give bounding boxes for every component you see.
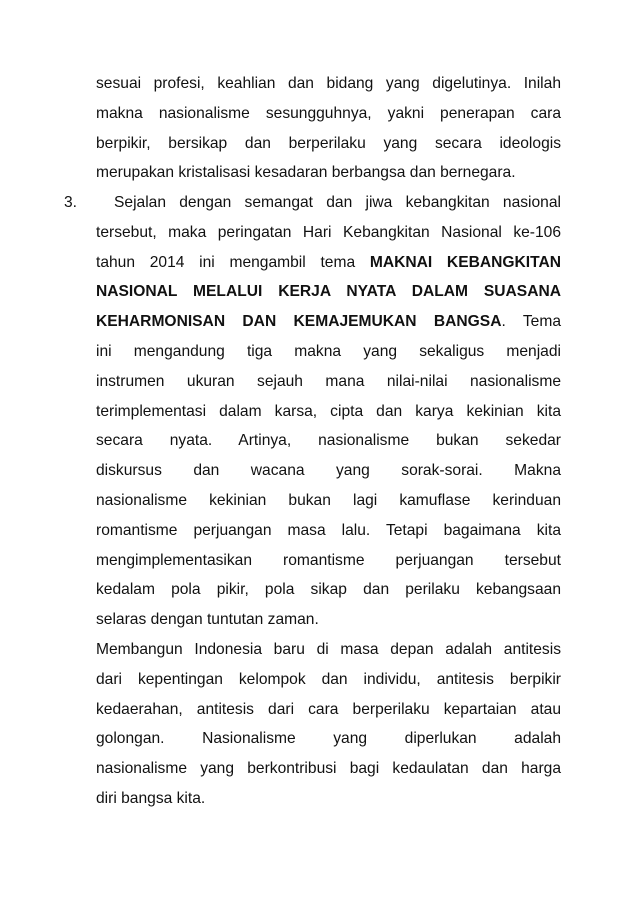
text-line: Membangun Indonesia baru di masa depan adalah antitesis <box>96 641 561 658</box>
text-line: ini mengandung tiga makna yang sekaligus menjadi <box>96 342 561 360</box>
text-line: diri bangsa kita. <box>96 789 206 807</box>
text-line: tersebut, maka peringatan Hari Kebangkitan Nasional ke-106 <box>96 223 561 241</box>
text-line: kedaerahan, antitesis dari cara berperilaku kepartaian atau <box>96 700 561 718</box>
text-line: nasionalisme yang berkontribusi bagi kedaulatan dan harga <box>96 760 561 778</box>
text-line: merupakan kristalisasi kesadaran berbangsa dan bernegara. <box>96 164 516 182</box>
theme-title-part: NASIONAL MELALUI KERJA NYATA DALAM SUASANA <box>96 283 561 301</box>
text-line: Sejalan dengan semangat dan jiwa kebangkitan nasional <box>114 194 561 211</box>
text-line: selaras dengan tuntutan zaman. <box>96 611 319 629</box>
text-line: romantisme perjuangan masa lalu. Tetapi bagaimana kita <box>96 521 561 539</box>
text-line <box>96 277 561 307</box>
text-fragment: tahun 2014 ini mengambil tema <box>96 253 370 271</box>
text-line: makna nasionalisme sesungguhnya, yakni penerapan cara <box>96 104 561 122</box>
text-line: golongan. Nasionalisme yang diperlukan adalah <box>96 730 561 748</box>
text-line: berpikir, bersikap dan berperilaku yang secara ideologis <box>96 134 561 152</box>
text-line <box>96 307 561 337</box>
text-line: instrumen ukuran sejauh mana nilai-nilai nasionalisme <box>96 372 561 390</box>
theme-title-part: MAKNAI KEBANGKITAN <box>369 253 561 271</box>
paragraph-next <box>96 635 561 814</box>
text-line: terimplementasi dalam karsa, cipta dan karya kekinian kita <box>96 402 561 420</box>
paragraph-continued <box>96 69 561 188</box>
text-line: sesuai profesi, keahlian dan bidang yang digelutinya. Inilah <box>96 75 561 92</box>
text-line: secara nyata. Artinya, nasionalisme bukan sekedar <box>96 432 561 450</box>
text-line: nasionalisme kekinian bukan lagi kamuflase kerinduan <box>96 491 561 509</box>
text-line: dari kepentingan kelompok dan individu, antitesis berpikir <box>96 670 561 688</box>
text-line: mengimplementasikan romantisme perjuangan tersebut <box>96 551 561 569</box>
text-line <box>96 248 561 278</box>
theme-title-part: KEHARMONISAN DAN KEMAJEMUKAN BANGSA <box>96 313 502 331</box>
text-fragment: . Tema <box>501 313 562 331</box>
text-line: diskursus dan wacana yang sorak-sorai. Makna <box>96 462 561 480</box>
list-item-3 <box>96 188 561 635</box>
text-line: kedalam pola pikir, pola sikap dan perilaku kebangsaan <box>96 581 561 599</box>
list-marker: 3. <box>64 194 78 211</box>
